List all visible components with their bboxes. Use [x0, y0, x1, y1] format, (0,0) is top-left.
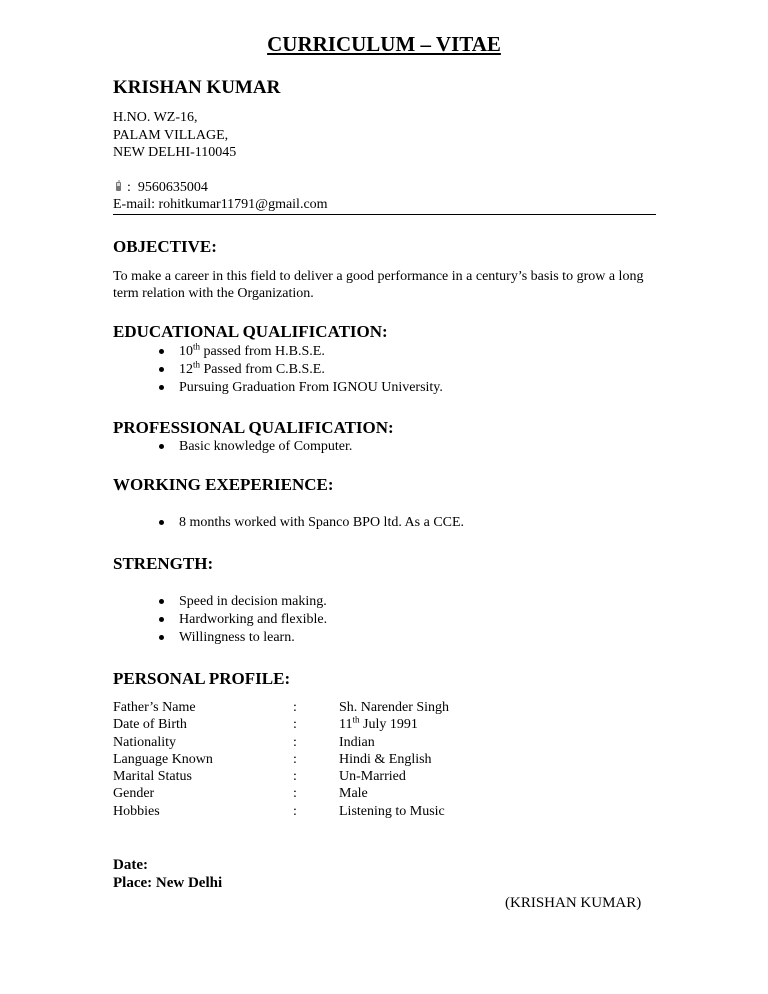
list-item: Pursuing Graduation From IGNOU University.	[113, 379, 443, 397]
place-label: Place: New Delhi	[113, 875, 223, 891]
personal-profile-table	[113, 699, 533, 820]
list-item: 10th passed from H.B.S.E.	[113, 343, 443, 361]
address-line-2: PALAM VILLAGE,	[113, 128, 229, 143]
personal-heading: PERSONAL PROFILE:	[113, 669, 291, 688]
profile-row: Date of Birth : 11th July 1991	[113, 714, 418, 733]
experience-heading: WORKING EXEPERIENCE:	[113, 475, 334, 494]
phone-prefix: :	[127, 180, 131, 195]
candidate-name: KRISHAN KUMAR	[113, 77, 281, 98]
list-item: 8 months worked with Spanco BPO ltd. As a CCE.	[113, 514, 464, 532]
email-line: E-mail: rohitkumar11791@gmail.com	[113, 197, 328, 212]
experience-list	[113, 514, 464, 532]
objective-text: To make a career in this field to deliver a good performance in a century’s basis to grow a long term relation with the Organization.	[113, 269, 644, 301]
professional-list	[113, 438, 352, 456]
signature-name: (KRISHAN KUMAR)	[505, 895, 642, 911]
list-item: Willingness to learn.	[113, 629, 327, 647]
list-item: Speed in decision making.	[113, 593, 327, 611]
profile-row: Gender : Male	[113, 786, 368, 802]
list-item: 12th Passed from C.B.S.E.	[113, 361, 443, 379]
address-line-3: NEW DELHI-110045	[113, 145, 237, 160]
phone-line	[113, 180, 208, 196]
list-item: Basic knowledge of Computer.	[113, 438, 352, 456]
profile-row: Father’s Name : Sh. Narender Singh	[113, 700, 450, 715]
profile-row: Hobbies : Listening to Music	[113, 803, 445, 819]
header-divider	[113, 214, 656, 215]
strength-heading: STRENGTH:	[113, 554, 214, 573]
objective-heading: OBJECTIVE:	[113, 237, 217, 256]
education-heading: EDUCATIONAL QUALIFICATION:	[113, 322, 388, 341]
strength-list	[113, 593, 327, 647]
list-item: Hardworking and flexible.	[113, 611, 327, 629]
date-label: Date:	[113, 857, 148, 873]
address-line-1: H.NO. WZ-16,	[113, 110, 198, 125]
professional-heading: PROFESSIONAL QUALIFICATION:	[113, 418, 394, 437]
phone-icon	[113, 180, 125, 192]
profile-row: Nationality : Indian	[113, 734, 375, 750]
education-list	[113, 343, 443, 397]
document-title: CURRICULUM – VITAE	[267, 32, 501, 56]
profile-row: Marital Status : Un-Married	[113, 769, 406, 785]
profile-row: Language Known : Hindi & English	[113, 751, 432, 767]
phone-number: 9560635004	[137, 180, 208, 195]
